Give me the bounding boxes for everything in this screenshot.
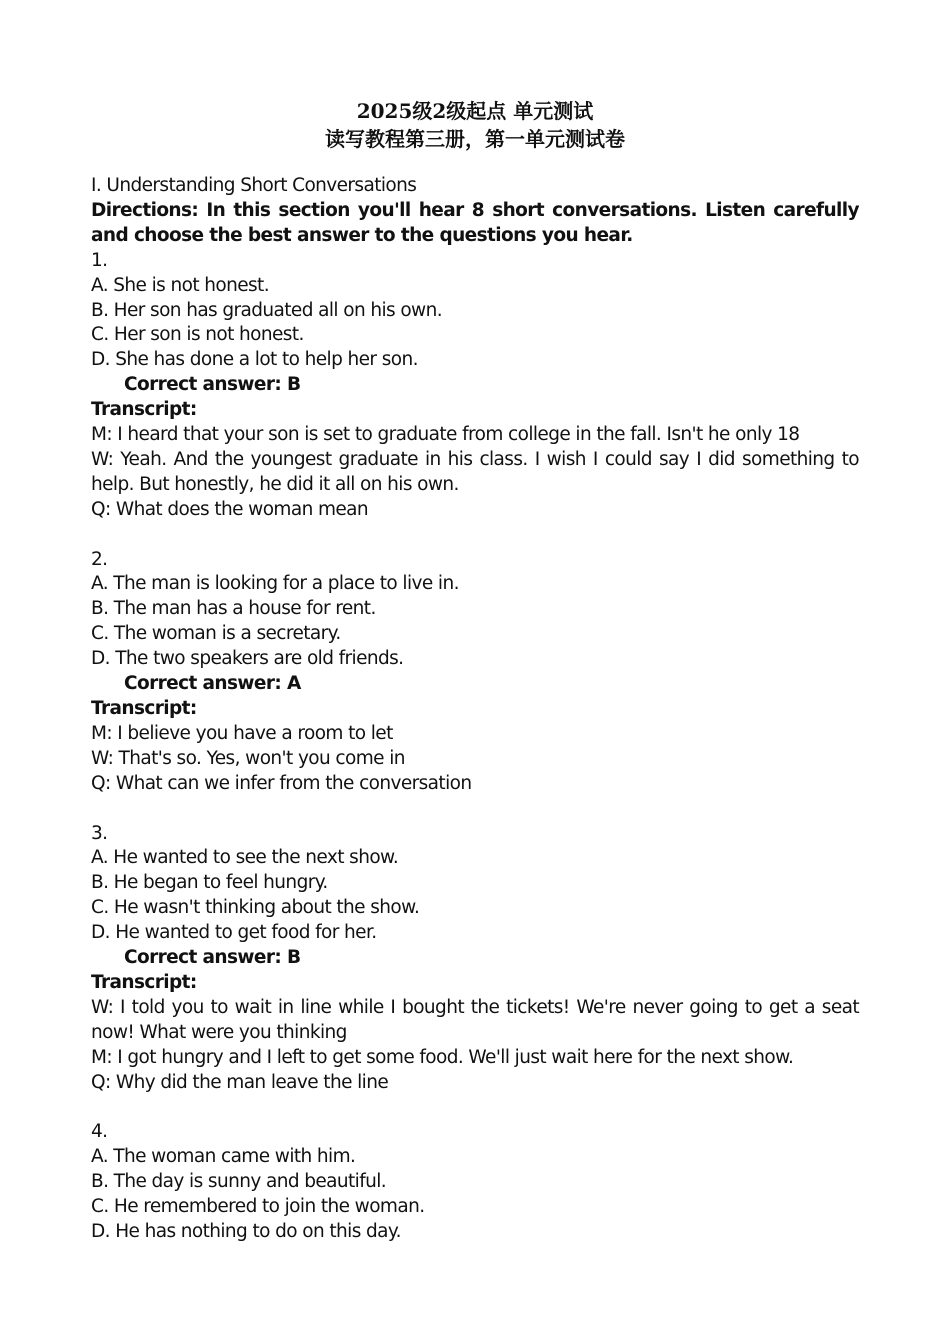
spacer <box>91 1096 859 1121</box>
question-number: 4. <box>91 1121 108 1143</box>
transcript-line: Q: Why did the man leave the line <box>91 1071 389 1093</box>
question-block <box>91 1120 859 1245</box>
option-d: D. He has nothing to do on this day. <box>91 1221 401 1243</box>
transcript-line: Q: What does the woman mean <box>91 498 369 520</box>
title-line-1: 2025级2级起点 单元测试 <box>356 99 594 123</box>
transcript-label: Transcript: <box>91 971 197 993</box>
option-d: D. The two speakers are old friends. <box>91 648 404 670</box>
question-number: 3. <box>91 822 108 844</box>
document-header <box>0 97 950 153</box>
transcript-line: W: I told you to wait in line while I bought the tickets! We're never going to get a seat now! What were you thinking <box>91 996 859 1043</box>
question-block <box>91 822 859 1096</box>
question-number: 2. <box>91 548 108 570</box>
transcript-line: W: That's so. Yes, won't you come in <box>91 747 405 769</box>
title-line-2: 读写教程第三册，第一单元测试卷 <box>325 127 625 151</box>
correct-answer: Correct answer: A <box>124 673 301 695</box>
option-b: B. Her son has graduated all on his own. <box>91 299 442 321</box>
option-a: A. She is not honest. <box>91 274 269 296</box>
document-body <box>91 174 859 1245</box>
section-directions: Directions: In this section you'll hear 8 short conversations. Listen carefully and choose the best answer to the questions you hear. <box>91 199 859 246</box>
question-block <box>91 548 859 797</box>
transcript-line: M: I heard that your son is set to graduate from college in the fall. Isn't he only 18 <box>91 424 800 446</box>
option-d: D. She has done a lot to help her son. <box>91 349 418 371</box>
correct-answer: Correct answer: B <box>124 947 301 969</box>
spacer <box>91 523 859 548</box>
option-c: C. The woman is a secretary. <box>91 623 341 645</box>
transcript-line: M: I believe you have a room to let <box>91 722 393 744</box>
section-heading: I. Understanding Short Conversations <box>91 175 417 196</box>
correct-answer: Correct answer: B <box>124 374 301 396</box>
transcript-line: Q: What can we infer from the conversation <box>91 772 472 794</box>
spacer <box>91 797 859 822</box>
option-b: B. The day is sunny and beautiful. <box>91 1171 387 1193</box>
option-b: B. He began to feel hungry. <box>91 872 328 894</box>
transcript-line: W: Yeah. And the youngest graduate in his class. I wish I could say I did something to help. But honestly, he did it all on his own. <box>91 448 859 495</box>
option-a: A. The woman came with him. <box>91 1146 356 1168</box>
option-c: C. Her son is not honest. <box>91 324 304 346</box>
option-c: C. He remembered to join the woman. <box>91 1196 425 1218</box>
question-number: 1. <box>91 249 108 271</box>
transcript-line: M: I got hungry and I left to get some food. We'll just wait here for the next show. <box>91 1046 794 1068</box>
option-b: B. The man has a house for rent. <box>91 598 376 620</box>
transcript-label: Transcript: <box>91 698 197 720</box>
transcript-label: Transcript: <box>91 399 197 421</box>
option-a: A. He wanted to see the next show. <box>91 847 399 869</box>
option-c: C. He wasn't thinking about the show. <box>91 897 420 919</box>
option-a: A. The man is looking for a place to live in. <box>91 573 459 595</box>
option-d: D. He wanted to get food for her. <box>91 922 377 944</box>
question-block <box>91 249 859 523</box>
